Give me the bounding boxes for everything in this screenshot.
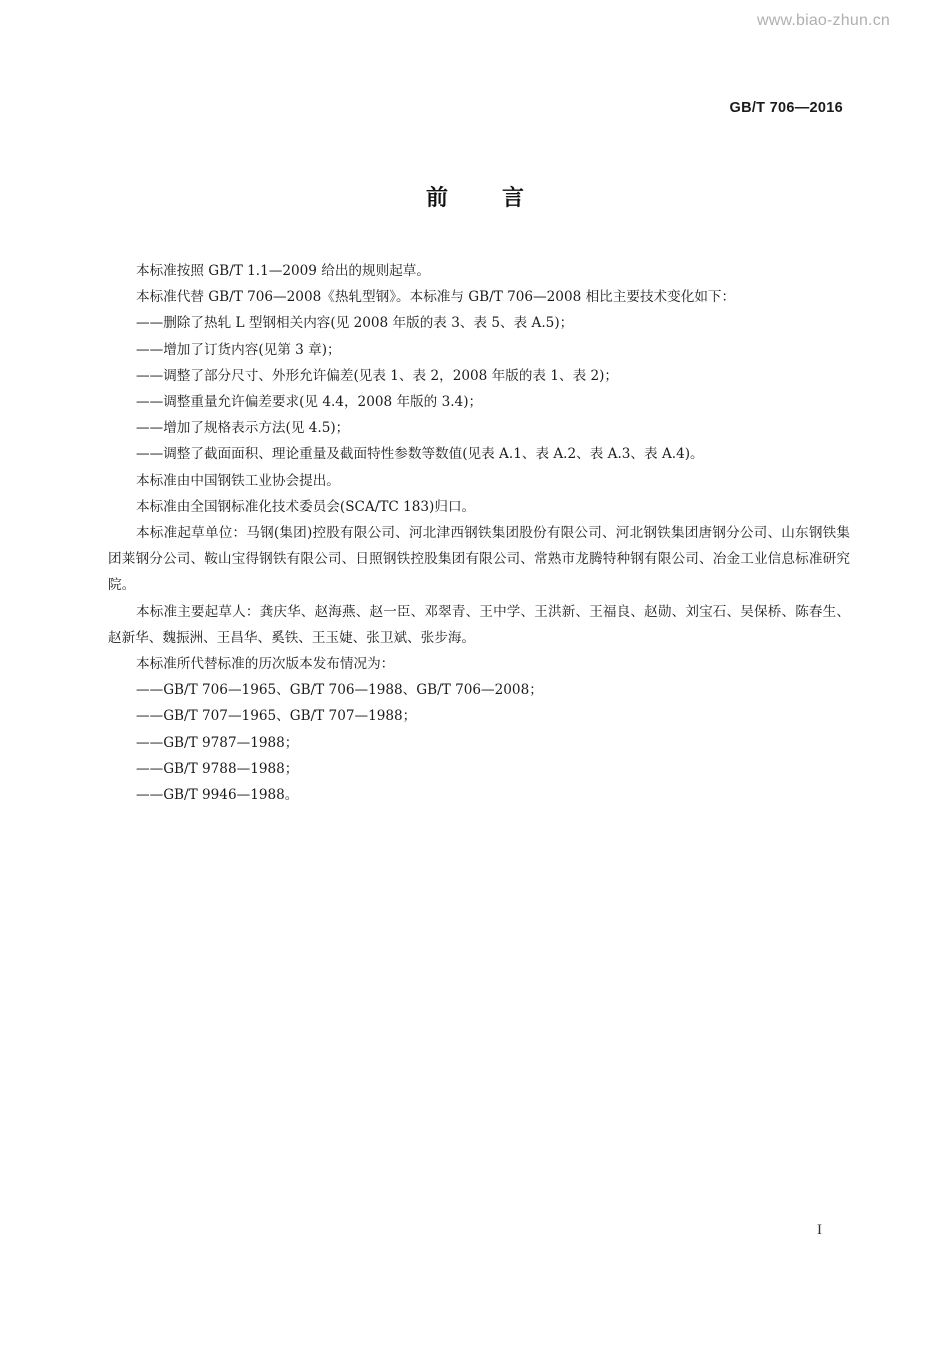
change-item: ——调整了部分尺寸、外形允许偏差(见表 1、表 2，2008 年版的表 1、表 2)； (136, 367, 619, 384)
change-item: ——增加了订货内容(见第 3 章)； (136, 341, 341, 358)
watermark: www.biao-zhun.cn (756, 12, 890, 29)
standard-number: GB/T 706—2016 (729, 100, 843, 116)
page-number: I (817, 1222, 822, 1238)
change-item: ——增加了规格表示方法(见 4.5)； (136, 420, 350, 437)
history-item: ——GB/T 707—1965、GB/T 707—1988； (136, 708, 417, 725)
history-item: ——GB/T 9787—1988； (136, 734, 299, 751)
page-title: 前言 (425, 186, 578, 211)
paragraph-technical-committee: 本标准由全国钢标准化技术委员会(SCA/TC 183)归口。 (136, 498, 476, 515)
paragraph-replaces: 本标准代替 GB/T 706—2008《热轧型钢》。本标准与 GB/T 706—2008 相比主要技术变化如下： (136, 289, 736, 306)
paragraph-history-intro: 本标准所代替标准的历次版本发布情况为： (136, 656, 395, 673)
paragraph-drafting-rules: 本标准按照 GB/T 1.1—2009 给出的规则起草。 (136, 263, 430, 279)
history-item: ——GB/T 9946—1988。 (136, 787, 299, 804)
paragraph-proposed-by: 本标准由中国钢铁工业协会提出。 (136, 472, 340, 489)
change-item: ——调整了截面面积、理论重量及截面特性参数等数值(见表 A.1、表 A.2、表 A.3、表 A.4)。 (136, 446, 704, 463)
paragraph-drafting-units: 本标准起草单位：马钢(集团)控股有限公司、河北津西钢铁集团股份有限公司、河北钢铁集团唐钢分公司、山东钢铁集团莱钢分公司、鞍山宝得钢铁有限公司、日照钢铁控股集团有限公司、常熟市龙腾特种钢有限公司、冶金工业信息标准研究院。 (108, 525, 850, 594)
paragraph-drafters: 本标准主要起草人：龚庆华、赵海燕、赵一臣、邓翠青、王中学、王洪新、王福良、赵勋、刘宝石、吴保桥、陈春生、赵新华、魏振洲、王昌华、奚铁、王玉婕、张卫斌、张步海。 (108, 603, 850, 646)
history-item: ——GB/T 706—1965、GB/T 706—1988、GB/T 706—2008； (136, 682, 543, 699)
change-item: ——删除了热轧 L 型钢相关内容(见 2008 年版的表 3、表 5、表 A.5)； (136, 315, 574, 332)
history-item: ——GB/T 9788—1988； (136, 760, 299, 777)
change-item: ——调整重量允许偏差要求(见 4.4，2008 年版的 3.4)； (136, 394, 483, 411)
foreword-body (108, 258, 850, 808)
